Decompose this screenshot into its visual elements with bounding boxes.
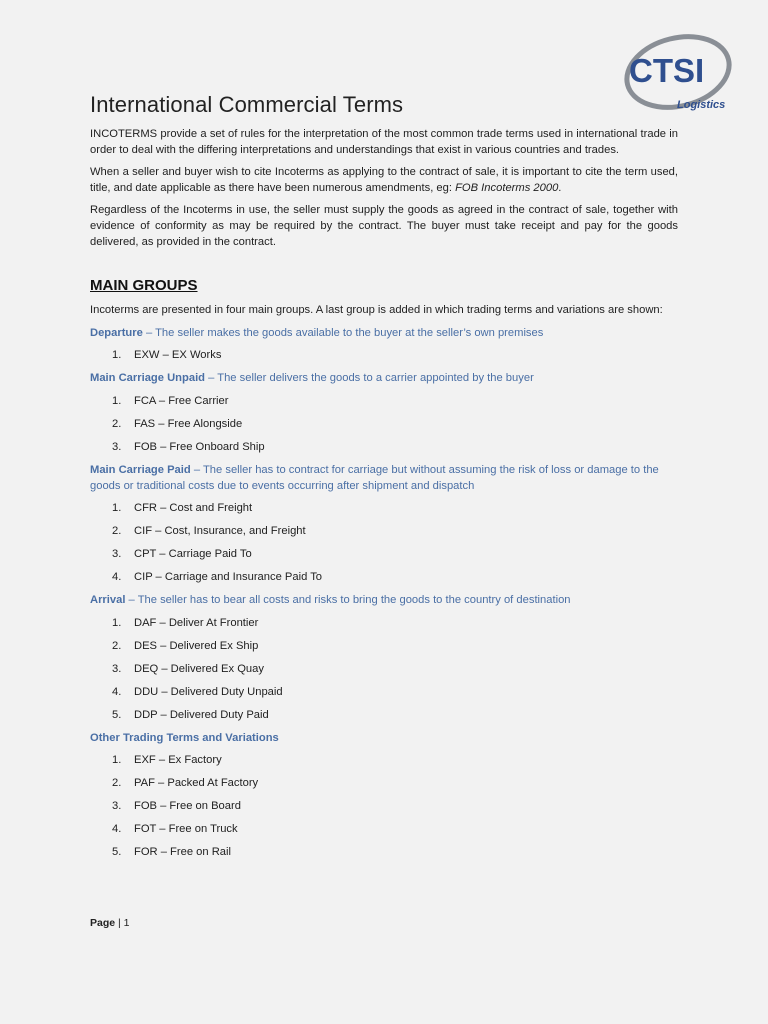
term-text: PAF – Packed At Factory [134, 777, 259, 790]
group-description: – The seller has to bear all costs and risks to bring the goods to the country of destination [125, 594, 571, 607]
group-name: Main Carriage Unpaid [90, 372, 206, 385]
term-list-item [90, 348, 678, 371]
term-text: CPT – Carriage Paid To [134, 548, 252, 561]
term-number: 1. [112, 616, 122, 629]
term-text: FAS – Free Alongside [134, 417, 243, 430]
term-number: 4. [112, 571, 122, 584]
incoterm-groups [90, 326, 678, 869]
footer-page-number: 1 [123, 917, 130, 929]
term-number: 1. [112, 394, 122, 407]
term-number: 4. [112, 685, 122, 698]
term-list [90, 394, 678, 463]
term-text: EXW – EX Works [134, 349, 222, 362]
term-text: DES – Delivered Ex Ship [134, 639, 259, 652]
term-list-item [90, 662, 678, 685]
group-name: Other Trading Terms and Variations [90, 731, 279, 744]
term-text: FOR – Free on Rail [134, 846, 231, 859]
term-number: 3. [112, 800, 122, 813]
term-list [90, 501, 678, 593]
term-number: 1. [112, 502, 122, 515]
term-number: 2. [112, 777, 122, 790]
group-heading [90, 731, 678, 747]
term-text: FOT – Free on Truck [134, 823, 238, 836]
term-number: 5. [112, 846, 122, 859]
term-text: DDU – Delivered Duty Unpaid [134, 685, 283, 698]
group-description: – The seller delivers the goods to a carrier appointed by the buyer [205, 372, 534, 385]
term-number: 4. [112, 823, 122, 836]
group-name: Arrival [90, 594, 126, 607]
term-list-item [90, 845, 678, 868]
term-text: EXF – Ex Factory [134, 754, 222, 767]
term-number: 3. [112, 440, 122, 453]
term-text: DDP – Delivered Duty Paid [134, 708, 269, 721]
term-number: 1. [112, 754, 122, 767]
term-list-item [90, 822, 678, 845]
term-list-item [90, 440, 678, 463]
term-text: DEQ – Delivered Ex Quay [134, 662, 264, 675]
term-list-item [90, 753, 678, 776]
term-list-item [90, 524, 678, 547]
term-text: CIP – Carriage and Insurance Paid To [134, 571, 323, 584]
term-text: CIF – Cost, Insurance, and Freight [134, 525, 306, 538]
page-title: International Commercial Terms [90, 92, 404, 117]
group-heading [90, 593, 678, 609]
term-list [90, 616, 678, 731]
intro-paragraph-2 [90, 165, 678, 196]
group-heading [90, 371, 678, 387]
term-list-item [90, 708, 678, 731]
page-footer [90, 917, 130, 929]
term-list-item [90, 616, 678, 639]
term-list-item [90, 570, 678, 593]
term-list-item [90, 417, 678, 440]
section-heading: MAIN GROUPS [90, 277, 198, 295]
logo-sub-text: Logistics [677, 99, 726, 111]
group-description: – The seller has to contract for carriage but without assuming the risk of loss or damage to the goods or traditional costs due to events occurring after shipment and dispatch [90, 463, 659, 492]
intro-paragraph-3: Regardless of the Incoterms in use, the seller must supply the goods as agreed in the contract of sale, together with evidence of conformity as may be required by the contract. The buyer must take receipt and pay for the goods delivered, as provided in the contract. [90, 204, 678, 248]
term-list [90, 753, 678, 868]
term-number: 1. [112, 349, 122, 362]
document-body [90, 127, 678, 868]
group-name: Departure [90, 326, 143, 339]
group-name: Main Carriage Paid [90, 463, 191, 476]
term-text: DAF – Deliver At Frontier [134, 616, 259, 629]
term-list [90, 348, 678, 371]
footer-page-label: Page [90, 917, 116, 929]
term-number: 5. [112, 708, 122, 721]
intro-paragraph-1: INCOTERMS provide a set of rules for the interpretation of the most common trade terms used in international trade in order to deal with the differing interpretations and understandings that exist in various countries and trades. [90, 128, 678, 156]
term-list-item [90, 639, 678, 662]
group-description: – The seller makes the goods available to the buyer at the seller’s own premises [142, 326, 544, 339]
term-text: CFR – Cost and Freight [134, 502, 253, 515]
footer-separator: | [115, 917, 124, 929]
term-list-item [90, 547, 678, 570]
term-text: FOB – Free Onboard Ship [134, 440, 265, 453]
term-text: FCA – Free Carrier [134, 394, 229, 407]
term-list-item [90, 501, 678, 524]
example-term: FOB Incoterms 2000 [455, 181, 559, 194]
term-list-item [90, 799, 678, 822]
term-number: 2. [112, 417, 122, 430]
term-number: 3. [112, 662, 122, 675]
group-heading [90, 463, 678, 494]
term-number: 3. [112, 548, 122, 561]
term-list-item [90, 685, 678, 708]
example-term-after: . [558, 181, 562, 194]
intro-paragraph-2-text: When a seller and buyer wish to cite Incoterms as applying to the contract of sale, it is important to cite the term used, title, and date applicable as there have been numerous amendments, eg: [90, 166, 678, 194]
ctsi-logistics-logo [620, 28, 736, 116]
logo-text: CTSI [629, 52, 705, 89]
term-number: 2. [112, 639, 122, 652]
term-text: FOB – Free on Board [134, 800, 241, 813]
term-list-item [90, 776, 678, 799]
section-intro: Incoterms are presented in four main groups. A last group is added in which trading terms and variations are shown: [90, 304, 663, 317]
term-list-item [90, 394, 678, 417]
term-number: 2. [112, 525, 122, 538]
group-heading [90, 326, 678, 342]
